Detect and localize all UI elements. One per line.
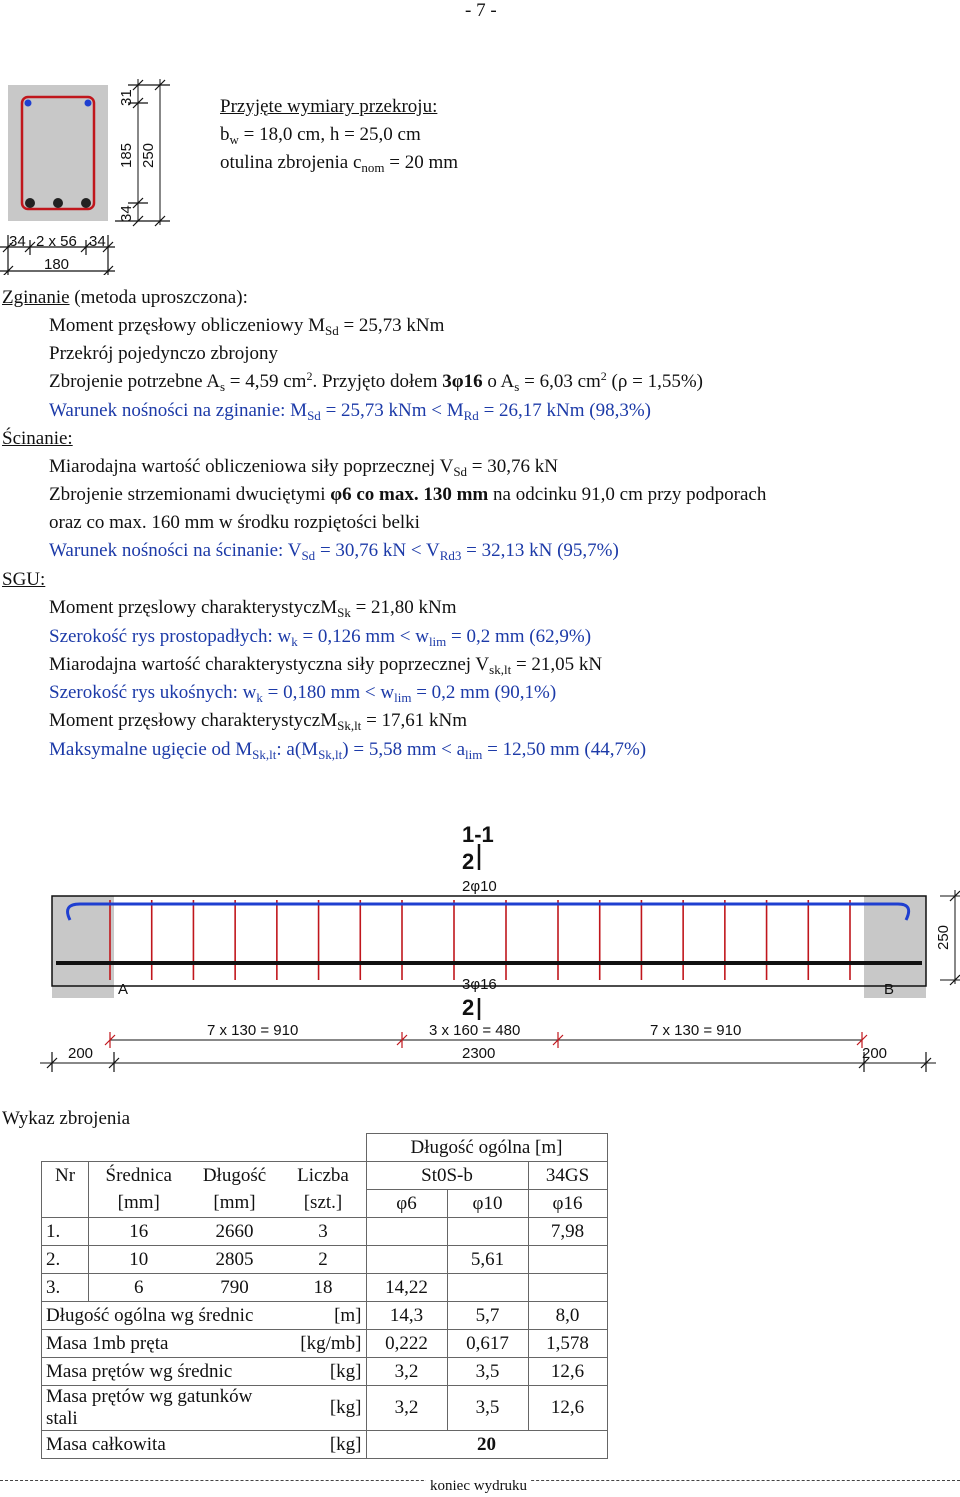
stirrup-dim-left: 7 x 130 = 910 xyxy=(207,1022,299,1039)
bending-check: Warunek nośności na zginanie: $M_{Sd} = 25,73$ kNm < $M_{Rd} = 26,17$ kNm (98,3%) xyxy=(49,400,652,423)
header-liczba: Liczba xyxy=(281,1162,367,1190)
stirrup-dim-mid: 3 x 160 = 480 xyxy=(429,1022,521,1039)
bending-line-1: Moment przęsłowy obliczeniowy $M_{Sd} = 25,73$ kNm xyxy=(49,315,445,338)
sgu-deflection: Maksymalne ugięcie od $M_{Sk,lt}$: $a(M_{Sk,lt}) = 5,58$ mm < $a_{lim} = 12,50$ mm (44,7%) xyxy=(49,739,647,762)
header-sr-unit: [mm] xyxy=(89,1190,189,1218)
shear-line-3: oraz co max. 160 mm w środku rozpiętości belki xyxy=(49,512,420,533)
dim-w-34b: 34 xyxy=(89,233,106,250)
bending-line-3: Zbrojenie potrzebne $A_s = 4,59$ $cm^2$. Przyjęto dołem 3φ16 o $A_s = 6,03$ $cm^2$ (ρ = 1,55%) xyxy=(49,369,703,394)
header-d6: φ6 xyxy=(366,1190,447,1218)
header-dl-unit: [mm] xyxy=(189,1190,281,1218)
shear-check: Warunek nośności na ścinanie: $V_{Sd} = 30,76$ kN < $V_{Rd3} = 32,13$ kN (95,7%) xyxy=(49,540,619,563)
dim-31: 31 xyxy=(118,89,135,106)
sgu-crack-diag: Szerokość rys ukośnych: $w_k = 0,180$ mm < $w_{lim} = 0,2$ mm (90,1%) xyxy=(49,682,557,705)
summary-row: Masa 1mb pręta [kg/mb] 0,222 0,617 1,578 xyxy=(42,1330,608,1358)
stirrups xyxy=(110,900,850,980)
total-row xyxy=(42,1431,608,1459)
dim-185: 185 xyxy=(118,142,135,168)
shear-heading: Ścinanie: xyxy=(2,428,73,449)
section-cnom: otulina zbrojenia $c_{nom} = 20$ mm xyxy=(220,152,459,175)
dim-180: 180 xyxy=(44,256,70,273)
shear-line-1: Miarodajna wartość obliczeniowa siły poprzecznej $V_{Sd} = 30,76$ kN xyxy=(49,456,558,479)
sgu-crack-perp: Szerokość rys prostopadłych: $w_k = 0,126$ mm < $w_{lim} = 0,2$ mm (62,9%) xyxy=(49,626,592,649)
top-bars-label: 2φ10 xyxy=(462,878,497,895)
dim-w-mid: 2 x 56 xyxy=(36,233,77,250)
bottom-bars-label: 3φ16 xyxy=(462,976,497,993)
top-bar-left xyxy=(25,100,32,107)
table-row: 1. 16 2660 3 7,98 xyxy=(42,1218,608,1246)
stirrup-dim-right: 7 x 130 = 910 xyxy=(650,1022,742,1039)
header-d16: φ16 xyxy=(528,1190,607,1218)
header-total-length: Długość ogólna [m] xyxy=(366,1134,607,1162)
bottom-bar-2 xyxy=(53,198,63,208)
dim-w-34a: 34 xyxy=(9,233,26,250)
bottom-bar-3 xyxy=(81,198,91,208)
dim-250: 250 xyxy=(140,142,157,168)
shear-line-2: Zbrojenie strzemionami dwuciętymi φ6 co max. 130 mm na odcinku 91,0 cm przy podporach xyxy=(49,484,767,505)
schedule-title: Wykaz zbrojenia xyxy=(2,1108,131,1129)
section-bw: $b_w = 18,0$ cm, h = 25,0 cm xyxy=(220,124,421,147)
section-title: Przyjęte wymiary przekroju: xyxy=(220,96,438,117)
sgu-line-3: Miarodajna wartość charakterystyczna siły poprzecznej $V_{sk,lt} = 21,05$ kN xyxy=(49,654,603,677)
footer-text: koniec wydruku xyxy=(426,1478,531,1495)
section-cut-bottom: 2 xyxy=(462,995,475,1020)
header-nr: Nr xyxy=(42,1162,89,1190)
dim-left: 200 xyxy=(68,1045,94,1062)
section-cut-top: 2 xyxy=(462,849,475,874)
dim-34: 34 xyxy=(118,205,135,222)
beam-elevation-drawing xyxy=(0,820,960,1080)
total-value: 20 xyxy=(366,1431,607,1459)
header-d10: φ10 xyxy=(447,1190,528,1218)
support-left xyxy=(52,896,114,998)
header-srednica: Średnica xyxy=(89,1162,189,1190)
summary-row: Masa prętów wg gatunków stali [kg] 3,2 3,5 12,6 xyxy=(42,1386,608,1431)
header-lc-unit: [szt.] xyxy=(281,1190,367,1218)
table-row: 2. 10 2805 2 5,61 xyxy=(42,1246,608,1274)
beam-outline xyxy=(52,896,926,986)
summary-row: Długość ogólna wg średnic [m] 14,3 5,7 8,0 xyxy=(42,1302,608,1330)
sgu-line-5: Moment przęsłowy charakterystyczM$_{Sk,lt}$ = 17,61 kNm xyxy=(49,710,468,733)
header-steel-2: 34GS xyxy=(528,1162,607,1190)
support-right xyxy=(864,896,926,998)
sgu-heading: SGU: xyxy=(2,569,46,590)
header-steel-1: St0S-b xyxy=(366,1162,528,1190)
support-b-label: B xyxy=(884,981,895,998)
beam-height-dim: 250 xyxy=(935,924,952,950)
section-cut-label: 1-1 xyxy=(462,822,494,847)
bending-heading: Zginanie (metoda uproszczona): xyxy=(2,287,248,308)
support-a-label: A xyxy=(118,981,129,998)
sgu-line-1: Moment przęslowy charakterystyczM$_{Sk}$ = 21,80 kNm xyxy=(49,597,457,620)
page-number: - 7 - xyxy=(465,0,497,21)
total-unit: [kg] xyxy=(281,1431,367,1459)
schedule-table xyxy=(41,1133,608,1459)
bottom-bar-1 xyxy=(25,198,35,208)
dim-span: 2300 xyxy=(462,1045,496,1062)
bending-line-2: Przekrój pojedynczo zbrojony xyxy=(49,343,278,364)
header-dlugosc: Długość xyxy=(189,1162,281,1190)
total-label: Masa całkowita xyxy=(42,1431,281,1459)
dim-right: 200 xyxy=(862,1045,888,1062)
summary-row: Masa prętów wg średnic [kg] 3,2 3,5 12,6 xyxy=(42,1358,608,1386)
top-bar-right xyxy=(85,100,92,107)
table-row: 3. 6 790 18 14,22 xyxy=(42,1274,608,1302)
